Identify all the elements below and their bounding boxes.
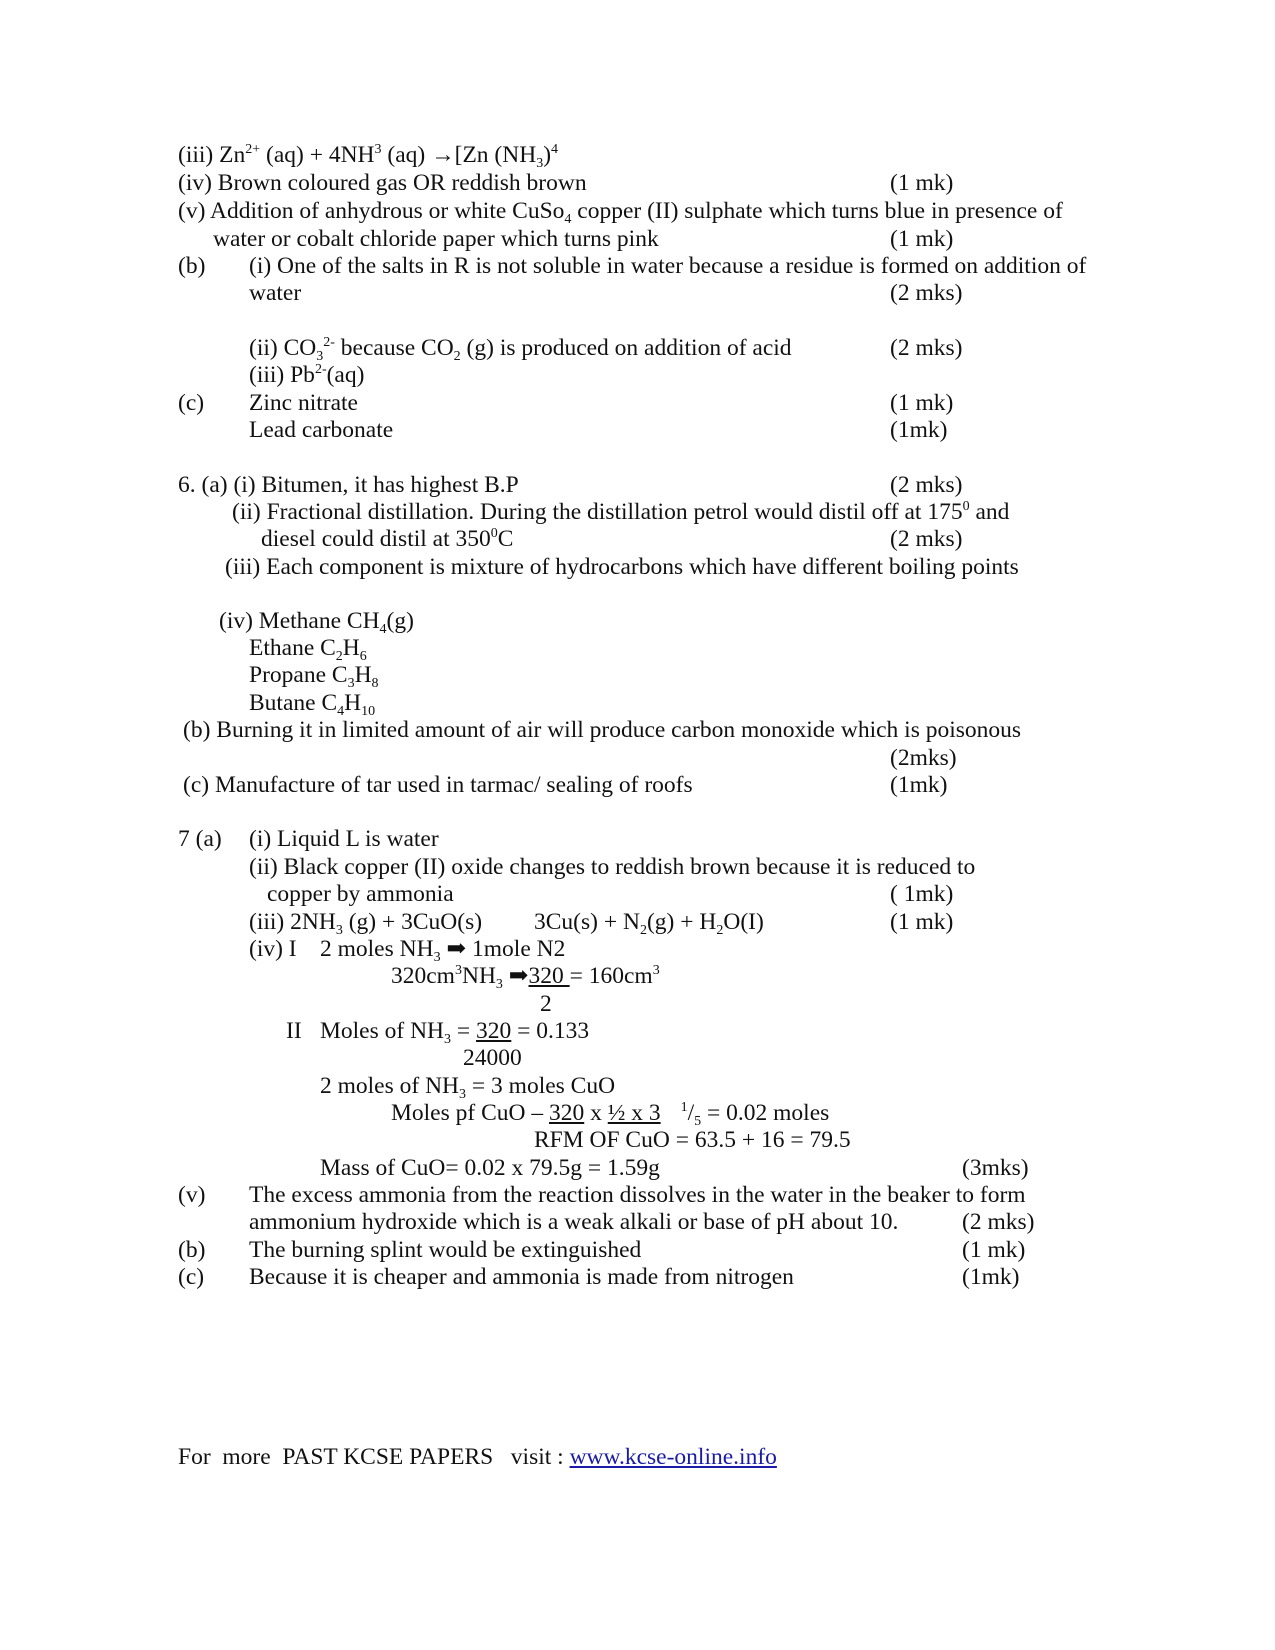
calculation-line: $320cm^3NH_3$ ➡320 = $160cm^3$ bbox=[391, 963, 660, 992]
answer-line: Butane $C_4H_{10}$ bbox=[249, 690, 376, 719]
mark-allocation: (1 mk) bbox=[890, 390, 954, 416]
mark-allocation: (1 mk) bbox=[890, 909, 954, 935]
question-label: (b) bbox=[178, 1237, 206, 1263]
answer-line: (b) Burning it in limited amount of air will produce carbon monoxide which is poisonous bbox=[183, 717, 1022, 743]
answer-line: (iv) Methane $CH_4(g)$ bbox=[219, 608, 414, 637]
answer-line: water or cobalt chloride paper which turns pink bbox=[213, 226, 659, 252]
footer-link[interactable]: www.kcse-online.info bbox=[569, 1444, 777, 1470]
mark-allocation: (1mk) bbox=[890, 417, 948, 443]
calculation-line: RFM OF CuO = 63.5 + 16 = 79.5 bbox=[534, 1127, 851, 1153]
answer-line: (iii) Each component is mixture of hydrocarbons which have different boiling points bbox=[225, 554, 1019, 580]
mark-allocation: (1 mk) bbox=[962, 1237, 1026, 1263]
answer-line: 6. (a) (i) Bitumen, it has highest B.P bbox=[178, 472, 519, 498]
question-label: (v) bbox=[178, 1182, 206, 1208]
answer-line: (iv) Brown coloured gas OR reddish brown bbox=[178, 170, 587, 196]
mark-allocation: ( 1mk) bbox=[890, 881, 954, 907]
calculation-line: 2 moles of $NH_3 = 3$ moles CuO bbox=[320, 1073, 616, 1102]
equation-line: (iii) $2NH_3$ (g) + 3CuO(s) bbox=[249, 909, 483, 938]
answer-line: (iii) $Pb^{2-}(aq)$ bbox=[249, 362, 365, 388]
answer-line: (c) Manufacture of tar used in tarmac/ sealing of roofs bbox=[183, 772, 693, 798]
mark-allocation: (2 mks) bbox=[890, 280, 963, 306]
answer-line: Because it is cheaper and ammonia is made from nitrogen bbox=[249, 1264, 794, 1290]
answer-line: Zinc nitrate bbox=[249, 390, 358, 416]
answer-line: (ii) Fractional distillation. During the distillation petrol would distil off at $175^0$ and bbox=[232, 499, 1010, 525]
answer-line: ammonium hydroxide which is a weak alkali or base of pH about 10. bbox=[249, 1209, 899, 1235]
answer-line: (ii) Black copper (II) oxide changes to reddish brown because it is reduced to bbox=[249, 854, 976, 880]
mark-allocation: (2 mks) bbox=[890, 335, 963, 361]
answer-line: The burning splint would be extinguished bbox=[249, 1237, 642, 1263]
mark-allocation: (2 mks) bbox=[962, 1209, 1035, 1235]
mark-allocation: (1mk) bbox=[962, 1264, 1020, 1290]
mark-allocation: (1 mk) bbox=[890, 226, 954, 252]
answer-label: II bbox=[286, 1018, 302, 1044]
mark-allocation: (1mk) bbox=[890, 772, 948, 798]
fraction-denominator: 2 bbox=[540, 991, 552, 1017]
answer-line: water bbox=[249, 280, 302, 306]
answer-line: (ii) $CO_3^{2-}$ because $CO_2$ (g) is produced on addition of acid bbox=[249, 335, 792, 364]
mark-allocation: (1 mk) bbox=[890, 170, 954, 196]
mark-allocation: (2 mks) bbox=[890, 472, 963, 498]
answer-line: The excess ammonia from the reaction dissolves in the water in the beaker to form bbox=[249, 1182, 1026, 1208]
answer-line: Propane $C_3H_8$ bbox=[249, 662, 379, 691]
answer-line: (i) One of the salts in R is not soluble in water because a residue is formed on addition of bbox=[249, 253, 1087, 279]
calculation-line: Moles pf CuO – 320 x ½ x 3 $^1/_5 = 0.02$ moles bbox=[391, 1100, 830, 1129]
calculation-line: Mass of CuO= 0.02 x 79.5g = 1.59g bbox=[320, 1155, 660, 1181]
calculation-line: 2 moles $NH_3$ ➡ 1mole N2 bbox=[320, 936, 566, 965]
question-label: (b) bbox=[178, 253, 206, 279]
answer-label: (iv) I bbox=[249, 936, 297, 962]
answer-line: Lead carbonate bbox=[249, 417, 394, 443]
answer-line: (v) Addition of anhydrous or white CuSo$_4$ copper (II) sulphate which turns blue in presence of bbox=[178, 198, 1063, 227]
calculation-line: Moles of $NH_3 = 320 = 0.133$ bbox=[320, 1018, 590, 1047]
answer-line: copper by ammonia bbox=[267, 881, 454, 907]
question-label: 7 (a) bbox=[178, 826, 222, 852]
answer-line: Ethane $C_2H_6$ bbox=[249, 635, 367, 664]
footer-text: For more PAST KCSE PAPERS visit : bbox=[178, 1444, 570, 1470]
mark-allocation: (2mks) bbox=[890, 745, 957, 771]
answer-line: (i) Liquid L is water bbox=[249, 826, 439, 852]
question-label: (c) bbox=[178, 390, 205, 416]
equation-products: $3Cu(s) + N_2(g) + H_2O(I)$ bbox=[534, 909, 764, 938]
fraction-denominator: 24000 bbox=[463, 1045, 522, 1071]
answer-line: (iii) $Zn^{2+}$ $(aq) + 4NH^3$ (aq) →[Zn $(NH_3)^4$ bbox=[178, 142, 559, 171]
mark-allocation: (2 mks) bbox=[890, 526, 963, 552]
mark-allocation: (3mks) bbox=[962, 1155, 1029, 1181]
footer bbox=[178, 1443, 777, 1471]
answer-line: diesel could distil at $350^0C$ bbox=[261, 526, 514, 552]
question-label: (c) bbox=[178, 1264, 205, 1290]
